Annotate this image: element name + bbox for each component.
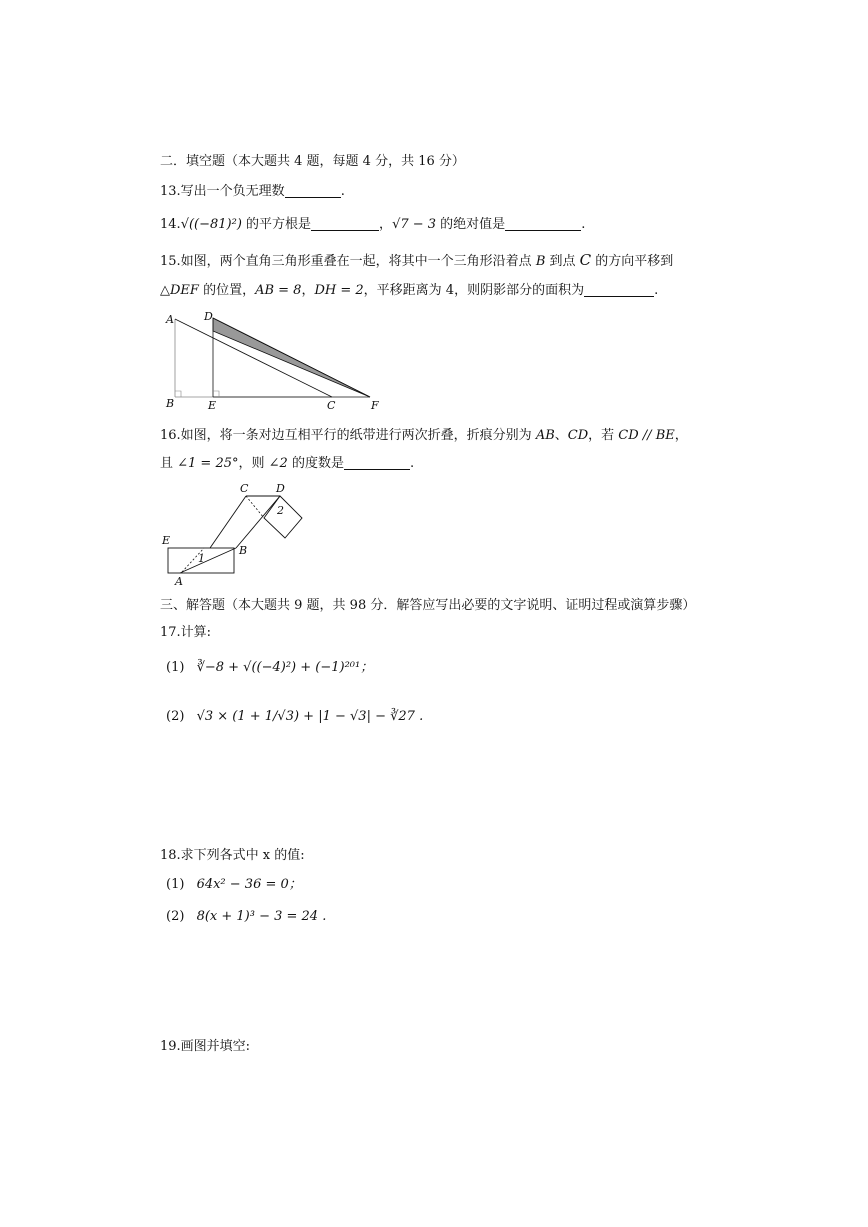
fig15-label-c: C	[327, 399, 336, 412]
question-13-text: 13.写出一个负无理数	[160, 184, 285, 199]
fig16-label-e: E	[162, 534, 171, 547]
fig16-label-b: B	[239, 544, 248, 557]
fig16-label-d: D	[276, 482, 285, 495]
question-19-title: 19.画图并填空:	[160, 1039, 251, 1054]
question-16-line-2: 且 ∠1 = 25°，则 ∠2 的度数是 .	[160, 456, 415, 471]
question-18-part-1: (1) 64x² − 36 = 0；	[166, 877, 302, 892]
fig15-label-f: F	[371, 399, 379, 412]
question-14-number: 14.	[160, 217, 181, 232]
section-2-heading: 二．填空题（本大题共 4 题，每题 4 分，共 16 分）	[160, 154, 465, 169]
answer-blank-16[interactable]	[344, 455, 410, 470]
answer-blank-15[interactable]	[584, 282, 654, 297]
question-14-mid: 的平方根是	[241, 217, 312, 232]
question-18-part-2-expr: 8(x + 1)³ − 3 = 24 .	[196, 909, 327, 924]
question-14-expr-1: √((−81)²)	[180, 217, 242, 232]
fig15-label-a: A	[166, 313, 174, 326]
fig16-angle-1: 1	[198, 552, 205, 565]
answer-blank-14a[interactable]	[311, 216, 379, 231]
question-15-line-1: 15.如图，两个直角三角形重叠在一起，将其中一个三角形沿着点 B 到点 C 的方向平移到	[160, 251, 674, 269]
question-17-part-1: (1) ∛−8 + √((−4)²) + (−1)²⁰¹；	[166, 660, 374, 675]
question-17-part-1-expr: ∛−8 + √((−4)²) + (−1)²⁰¹；	[196, 660, 374, 675]
figure-15	[160, 308, 390, 414]
figure-16	[160, 478, 310, 586]
fig16-angle-2: 2	[277, 504, 284, 517]
question-14-tail: 的绝对值是	[436, 217, 506, 232]
question-17-part-2: (2) √3 × (1 + 1/√3) + |1 − √3| − ∛27 .	[166, 709, 424, 724]
fig16-label-a: A	[175, 575, 183, 586]
question-17-part-2-expr: √3 × (1 + 1/√3) + |1 − √3| − ∛27 .	[196, 709, 424, 724]
section-3-heading: 三、解答题（本大题共 9 题，共 98 分．解答应写出必要的文字说明、证明过程或演算步骤）	[160, 598, 696, 613]
fig15-label-e: E	[208, 399, 217, 412]
question-14-expr-2: √7 − 3	[392, 217, 437, 232]
question-18-title: 18.求下列各式中 x 的值:	[160, 848, 305, 863]
question-18-part-1-expr: 64x² − 36 = 0；	[196, 877, 302, 892]
fig15-label-b: B	[166, 397, 175, 410]
question-18-part-2: (2) 8(x + 1)³ − 3 = 24 .	[166, 909, 327, 924]
answer-blank-13[interactable]	[285, 183, 341, 198]
fig16-label-c: C	[240, 482, 249, 495]
answer-blank-14b[interactable]	[505, 216, 581, 231]
question-17-title: 17.计算:	[160, 625, 212, 640]
question-14: 14.√((−81)²) 的平方根是 ，√7 − 3 的绝对值是 .	[160, 217, 586, 232]
question-15-line-2: △DEF 的位置，AB = 8，DH = 2，平移距离为 4，则阴影部分的面积为 .	[160, 283, 659, 298]
fig15-label-d: D	[204, 310, 213, 323]
question-13: 13.写出一个负无理数 .	[160, 184, 345, 199]
question-16-line-1: 16.如图，将一条对边互相平行的纸带进行两次折叠，折痕分别为 AB、CD，若 CD // BE，	[160, 428, 688, 443]
